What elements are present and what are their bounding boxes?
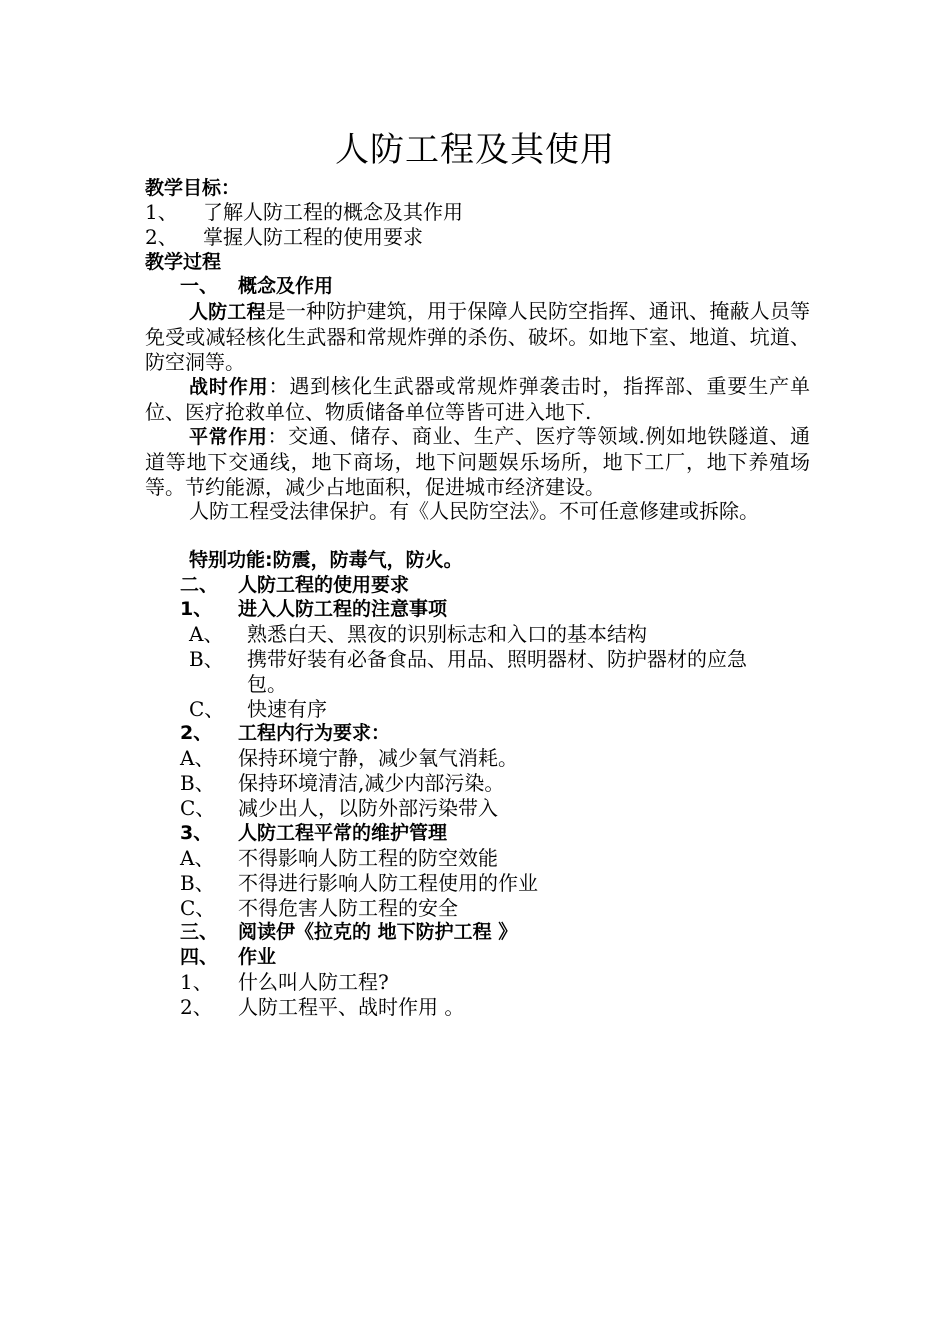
page-title: 人防工程及其使用 (335, 130, 615, 170)
list-number: 1、 (145, 200, 178, 224)
list-text: 快速有序 (247, 697, 327, 721)
subsection-2-heading (180, 721, 390, 746)
section-number: 二、 (180, 574, 219, 596)
subsection-number: 2、 (180, 722, 213, 744)
list-number: 2、 (180, 995, 213, 1019)
list-letter: A、 (189, 622, 224, 646)
section-number: 四、 (180, 946, 219, 968)
list-number: 2、 (145, 225, 178, 249)
list-letter: C、 (180, 796, 216, 820)
subsection-title: 人防工程平常的维护管理 (238, 822, 448, 844)
list-letter: C、 (180, 896, 216, 920)
paragraph-text: 是一种防护建筑，用于保障人民防空指挥、通讯、掩蔽人员等免受或减轻核化生武器和常规炸弹的杀伤、破坏。如地下室、地道、坑道、防空洞等。 (145, 299, 810, 374)
paragraph-peacetime (145, 424, 810, 500)
list-text: 了解人防工程的概念及其作用 (203, 200, 463, 224)
paragraph-text: ：遇到核化生武器或常规炸弹袭击时，指挥部、重要生产单位、医疗抢救单位、物质储备单位等皆可进入地下. (145, 374, 810, 424)
list-text: 不得影响人防工程的防空效能 (238, 846, 498, 870)
list-letter: B、 (180, 771, 215, 795)
paragraph-text: ：交通、储存、商业、生产、医疗等领域.例如地铁隧道、通道等地下交通线，地下商场，地下问题娱乐场所，地下工厂，地下养殖场等。节约能源，减少占地面积，促进城市经济建设。 (145, 424, 810, 499)
objective-item-1 (145, 200, 463, 225)
list-item (180, 970, 389, 995)
list-letter: A、 (180, 746, 215, 770)
section-title: 概念及作用 (238, 275, 334, 297)
list-text: 携带好装有必备食品、用品、照明器材、防护器材的应急 (247, 647, 747, 671)
list-text: 保持环境宁静，减少氧气消耗。 (238, 746, 518, 770)
paragraph-definition (145, 299, 810, 375)
subsection-number: 1、 (180, 598, 213, 620)
list-item (189, 697, 327, 722)
list-item (180, 896, 458, 921)
section-title: 作业 (238, 946, 277, 968)
paragraph-law: 人防工程受法律保护。有《人民防空法》。不可任意修建或拆除。 (189, 499, 759, 523)
list-text: 不得危害人防工程的安全 (238, 896, 458, 920)
objectives-heading: 教学目标： (145, 177, 241, 199)
list-item (189, 622, 647, 647)
list-letter: A、 (180, 846, 215, 870)
objective-item-2 (145, 225, 423, 250)
section-4-heading (180, 945, 276, 970)
list-item-continuation: 包。 (247, 672, 287, 696)
list-item (180, 871, 538, 896)
subsection-1-heading (180, 597, 447, 622)
subsection-number: 3、 (180, 822, 213, 844)
list-item (180, 771, 504, 796)
list-item (189, 647, 747, 672)
process-heading: 教学过程 (145, 251, 222, 273)
special-function: 特别功能:防震，防毒气，防火。 (189, 549, 463, 571)
section-number: 三、 (180, 921, 219, 943)
paragraph-wartime (145, 374, 810, 425)
list-letter: B、 (189, 647, 224, 671)
subsection-title: 进入人防工程的注意事项 (238, 598, 448, 620)
term: 战时作用 (189, 376, 269, 398)
list-text: 保持环境清洁,减少内部污染。 (238, 771, 505, 795)
list-text: 什么叫人防工程? (238, 970, 389, 994)
list-letter: B、 (180, 871, 215, 895)
list-text: 人防工程平、战时作用 。 (238, 995, 465, 1019)
section-title: 人防工程的使用要求 (238, 574, 410, 596)
section-title: 阅读伊《拉克的 地下防护工程 》 (238, 921, 518, 943)
term: 人防工程 (189, 301, 266, 323)
list-number: 1、 (180, 970, 213, 994)
section-2-heading (180, 573, 409, 598)
list-text: 减少出人，以防外部污染带入 (238, 796, 498, 820)
list-item (180, 995, 464, 1020)
list-letter: C、 (189, 697, 225, 721)
term: 平常作用 (189, 426, 268, 448)
list-text: 熟悉白天、黑夜的识别标志和入口的基本结构 (247, 622, 647, 646)
list-item (180, 796, 498, 821)
list-item (180, 846, 498, 871)
list-item (180, 746, 518, 771)
subsection-3-heading (180, 821, 447, 846)
list-text: 掌握人防工程的使用要求 (203, 225, 423, 249)
section-number: 一、 (180, 275, 219, 297)
section-1-heading (180, 274, 333, 299)
section-3-heading (180, 920, 517, 945)
list-text: 不得进行影响人防工程使用的作业 (238, 871, 538, 895)
subsection-title: 工程内行为要求： (238, 722, 391, 744)
